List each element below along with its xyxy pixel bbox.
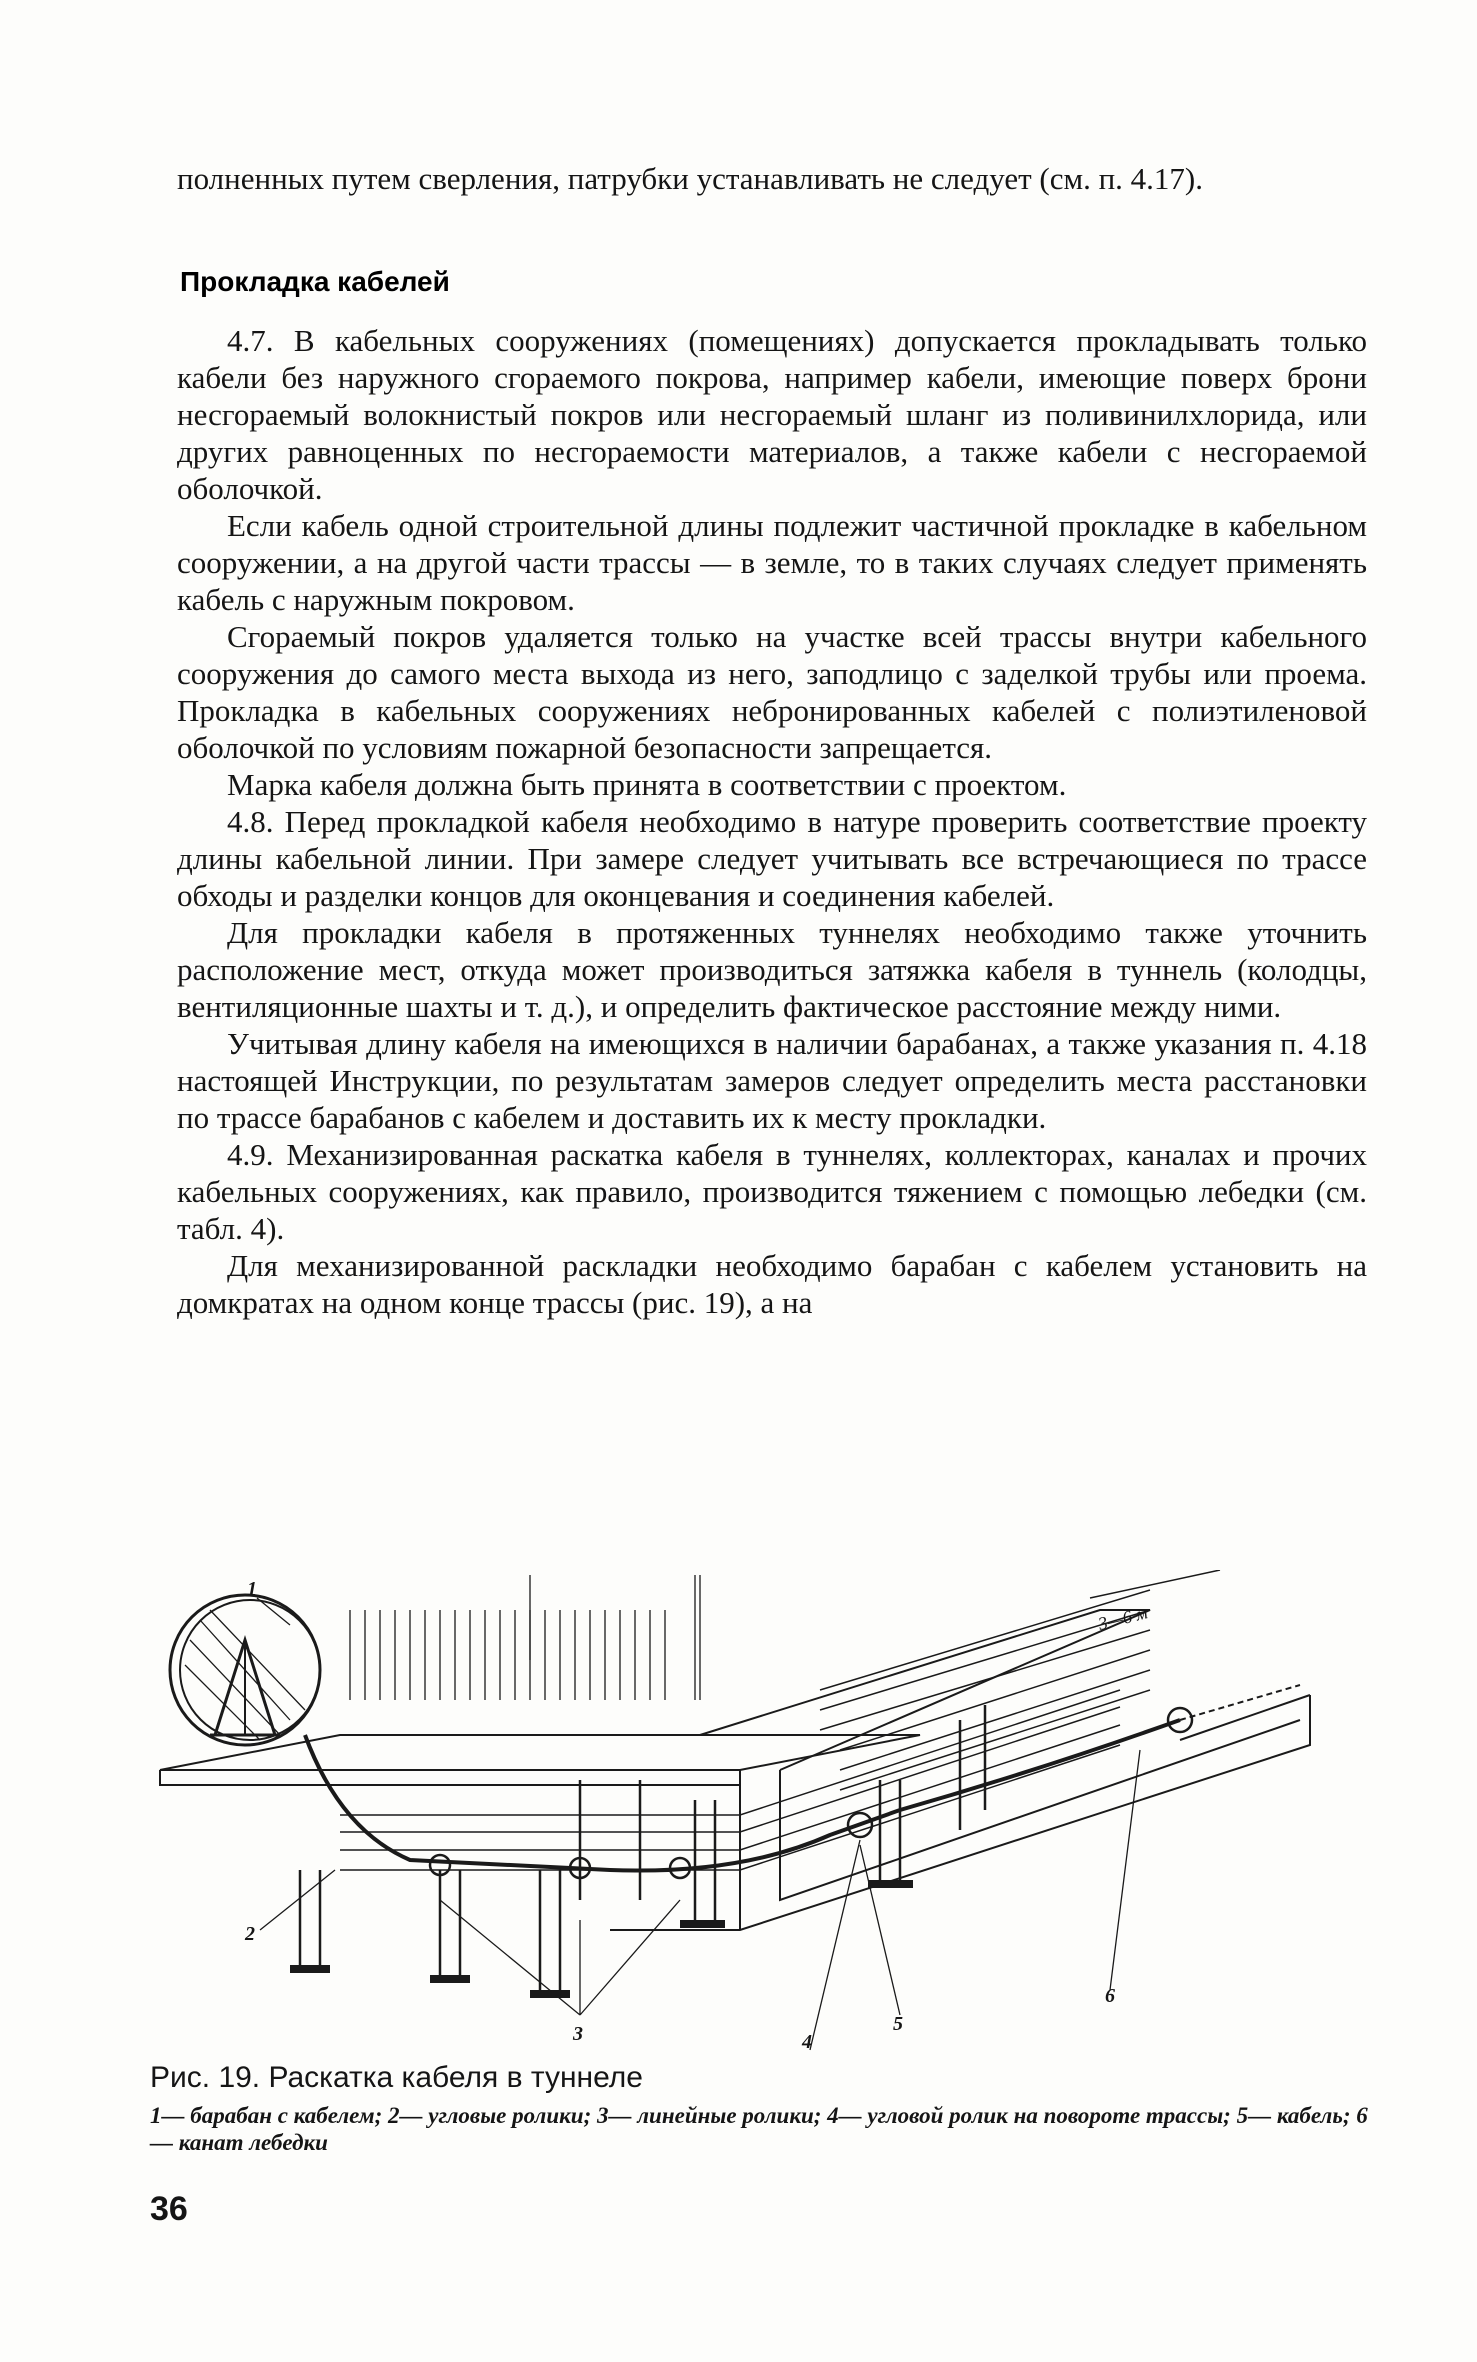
paragraph	[177, 803, 1367, 914]
paragraph	[177, 1025, 1367, 1136]
slab-edge	[160, 1770, 740, 1785]
paragraph	[177, 1247, 1367, 1321]
intro-paragraph	[177, 160, 1367, 197]
page-number: 36	[150, 2190, 188, 2228]
callout-label: 5	[893, 2013, 903, 2035]
paragraph	[177, 766, 1367, 803]
paragraph-text: Если кабель одной строительной длины подлежит частичной прокладке в кабельном сооружении, а на другой части трассы — в земле, то в таких случаях следует применять кабель с наружным покровом.	[177, 508, 1367, 617]
paragraph-text: Механизированная раскатка кабеля в туннелях, коллекторах, каналах и прочих кабельных сооружениях, как правило, производится тяжением с помощью лебедки (см. табл. 4).	[177, 1137, 1367, 1246]
callout-label: 1	[247, 1578, 257, 1600]
paragraph-text: Марка кабеля должна быть принята в соответствии с проектом.	[227, 767, 1067, 802]
body-text	[177, 322, 1367, 1321]
wall-hatching	[350, 1575, 700, 1700]
callout-label: 4	[802, 2031, 812, 2053]
paragraph-text: Перед прокладкой кабеля необходимо в натуре проверить соответствие проекту длины кабельной линии. При замере следует учитывать все встречающиеся по трассе обходы и разделки концов для оконцевания и соединения кабелей.	[177, 804, 1368, 913]
callout-leaders	[257, 1598, 1140, 2050]
paragraph-text: Сгораемый покров удаляется только на участке всей трассы внутри кабельного сооружения до самого места выхода из него, заподлицо с заделкой трубы или проема. Прокладка в кабельных сооружениях небронированных кабелей с полиэтиленовой оболочкой по условиям пожарной безопасности запрещается.	[177, 619, 1367, 765]
paragraph-text: В кабельных сооружениях (помещениях) допускается прокладывать только кабели без наружного сгораемого покрова, например кабели, имеющие поверх брони несгораемый волокнистый покров или несгораемый шланг из поливинилхлорида, или других равноценных по несгораемости материалов, а также кабели с несгораемой оболочкой.	[177, 323, 1367, 506]
cable-drum	[170, 1595, 320, 1745]
paragraph-number: 4.9.	[227, 1137, 274, 1172]
paragraph-number: 4.8.	[227, 804, 274, 839]
paragraph	[177, 914, 1367, 1025]
intro-text: полненных путем сверления, патрубки устанавливать не следует (см. п. 4.17).	[177, 161, 1203, 196]
section-heading: Прокладка кабелей	[180, 266, 450, 297]
figure-caption	[150, 2060, 1370, 2156]
dimension-arrow	[1090, 1570, 1220, 1598]
cable-rollers	[430, 1708, 1192, 1878]
caption-legend: 1— барабан с кабелем; 2— угловые ролики; 3— линейные ролики; 4— угловой ролик на повороте трассы; 5— кабель; 6— канат лебедки	[150, 2103, 1368, 2155]
dimension-label: 3—6 м	[1096, 1602, 1150, 1634]
paragraph-number: 4.7.	[227, 323, 274, 358]
caption-title: Рис. 19. Раскатка кабеля в туннеле	[150, 2061, 643, 2094]
callout-label: 6	[1105, 1985, 1115, 2007]
paragraph	[177, 618, 1367, 766]
paragraph-text: Для прокладки кабеля в протяженных туннелях необходимо также уточнить расположение мест, откуда может производиться затяжка кабеля в туннель (колодцы, вентиляционные шахты и т. д.), и определить фактическое расстояние между ними.	[177, 915, 1367, 1024]
paragraph	[177, 322, 1367, 507]
winch-rope	[1180, 1685, 1300, 1720]
paragraph-text: Для механизированной раскладки необходимо барабан с кабелем установить на домкратах на одном конце трассы (рис. 19), а на	[177, 1248, 1367, 1320]
tunnel-structure	[160, 1570, 1310, 2050]
corridor-top	[700, 1610, 1150, 1770]
paragraph-text: Учитывая длину кабеля на имеющихся в наличии барабанах, а также указания п. 4.18 настоящей Инструкции, по результатам замеров следует определить места расстановки по трассе барабанов с кабелем и доставить их к месту прокладки.	[177, 1026, 1367, 1135]
support-posts	[300, 1705, 985, 1990]
callout-label: 2	[245, 1923, 255, 1945]
callout-label: 3	[573, 2023, 583, 2045]
paragraph	[177, 507, 1367, 618]
post-feet	[290, 1880, 913, 1998]
cable-line	[305, 1720, 1180, 1871]
paragraph	[177, 1136, 1367, 1247]
cable-tunnel-illustration	[140, 1570, 1340, 2055]
